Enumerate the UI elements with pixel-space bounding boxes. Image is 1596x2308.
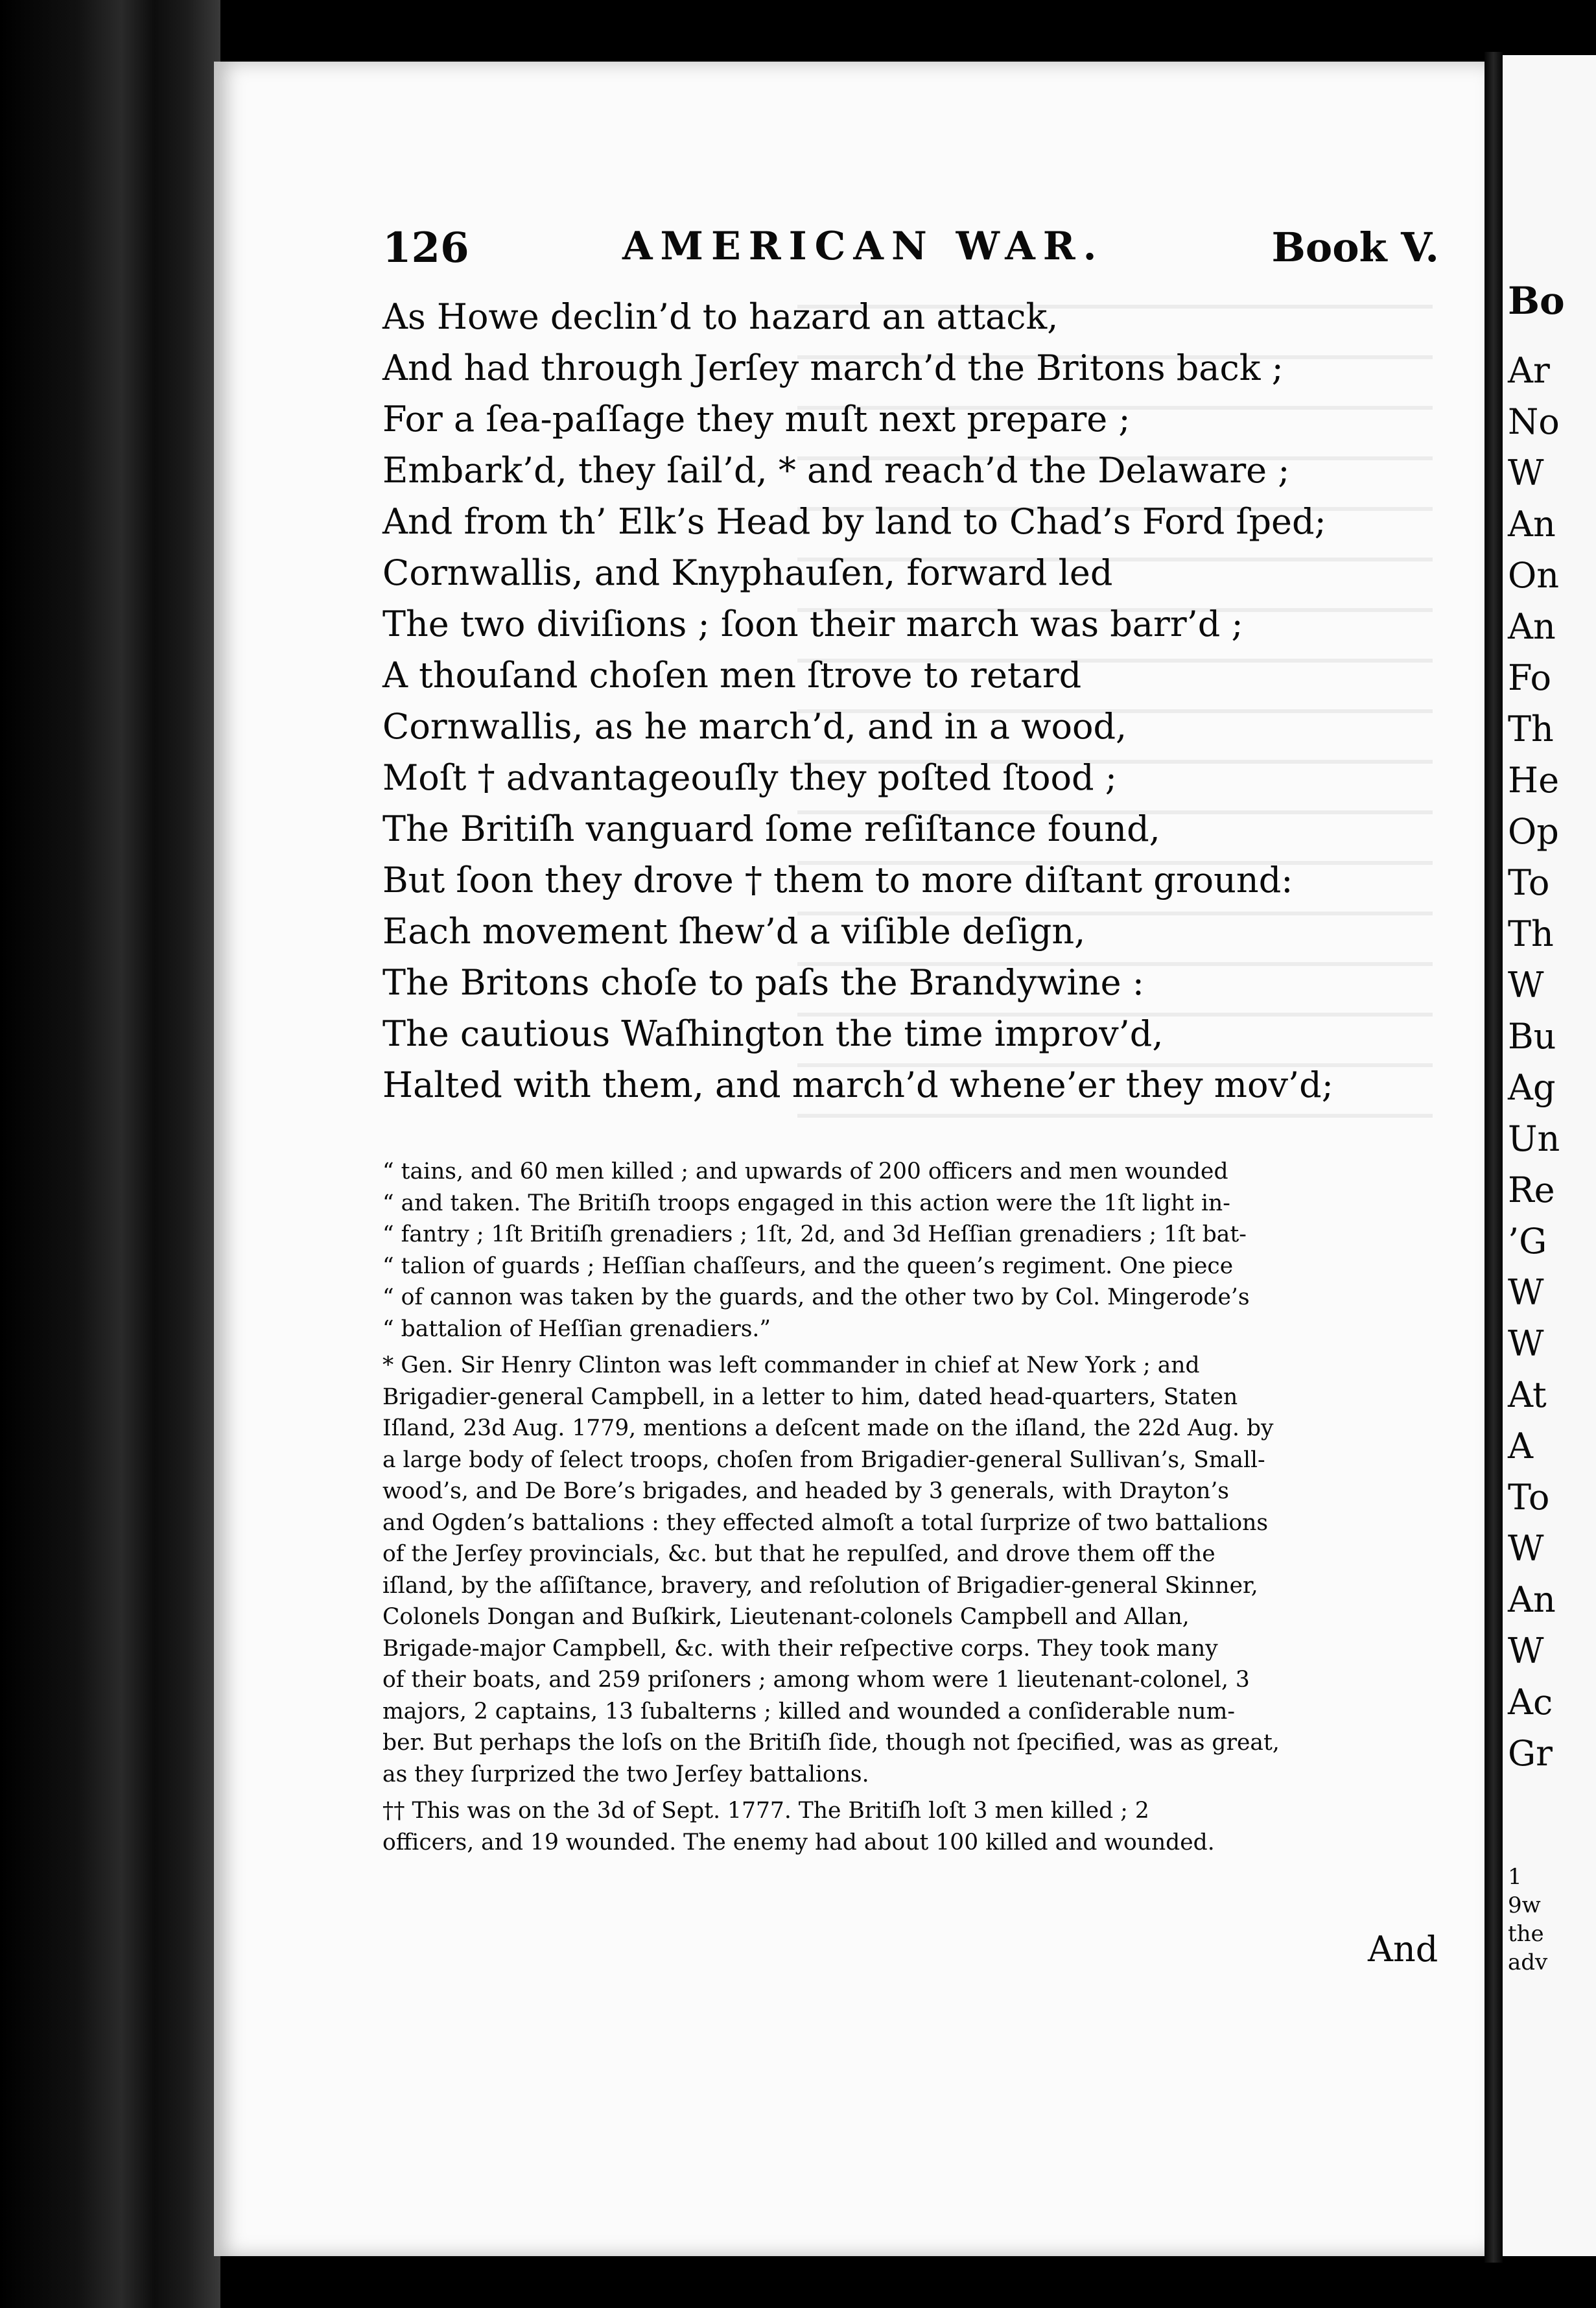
book-binding-shadow [0,0,220,2308]
facing-page-footnote-line: adv [1508,1949,1548,1975]
footnote-line: * Gen. Sir Henry Clinton was left commander in chief at New York ; and [382,1352,1200,1378]
verse-line: The Britons choſe to paſs the Brandywine : [382,962,1144,1003]
verse-line: Each movement ſhew’d a viſible deſign, [382,911,1086,952]
facing-page-line: ’G [1508,1221,1547,1262]
facing-page-line: W [1508,1323,1544,1364]
verse-line: Moſt † advantageouſly they poſted ſtood ; [382,757,1117,798]
facing-page-line: No [1508,401,1560,442]
footnote-line: “ talion of guards ; Heſſian chaſſeurs, and the queen’s regiment. One piece [382,1253,1234,1279]
verse-line: And had through Jerſey march’d the Britons back ; [382,347,1284,388]
verse-line: As Howe declin’d to hazard an attack, [382,296,1059,337]
facing-page-line: To [1508,862,1550,903]
facing-page-line: A [1508,1426,1533,1466]
footnote-line: majors, 2 captains, 13 ſubalterns ; killed and wounded a conſiderable num- [382,1698,1236,1725]
facing-page-line: Op [1508,811,1559,852]
running-head [382,224,1439,282]
footnote-line: of the Jerſey provincials, &c. but that he repulſed, and drove them off the [382,1541,1215,1567]
verse-line: Embark’d, they ſail’d, * and reach’d the Delaware ; [382,450,1290,491]
facing-page-footnote-line: 1 [1508,1864,1522,1890]
footnote-line: and Ogden’s battalions : they effected almoſt a total ſurprize of two battalions [382,1509,1269,1536]
facing-page-edge [1503,55,1596,2256]
footnote-line: Brigade-major Campbell, &c. with their reſpective corps. They took many [382,1635,1218,1662]
facing-page-line: Gr [1508,1733,1553,1774]
facing-page-line: Th [1508,709,1554,749]
page-gutter [1485,52,1503,2263]
facing-page-line: He [1508,760,1560,801]
footnote-line: officers, and 19 wounded. The enemy had about 100 killed and wounded. [382,1829,1215,1855]
facing-page-line: An [1508,606,1556,647]
book-label: Book V. [1271,224,1439,271]
facing-page-footnote-line: 9w [1508,1892,1541,1918]
facing-page-line: W [1508,453,1544,493]
footnote-line: of their boats, and 259 priſoners ; among whom were 1 lieutenant-colonel, 3 [382,1667,1250,1693]
footnote-line: Brigadier-general Campbell, in a letter to him, dated head-quarters, Staten [382,1384,1238,1410]
facing-page-line: W [1508,1272,1544,1313]
verse-line: But ſoon they drove † them to more diſtant ground: [382,860,1293,901]
facing-page-line: Un [1508,1118,1560,1159]
verse-line: The Britiſh vanguard ſome reſiſtance found, [382,808,1160,849]
facing-page-line: To [1508,1477,1550,1518]
facing-page-line: W [1508,965,1544,1006]
footnote-line: iſland, by the aſſiſtance, bravery, and reſolution of Brigadier-general Skinner, [382,1572,1258,1599]
footnote-line: “ of cannon was taken by the guards, and the other two by Col. Mingerode’s [382,1284,1250,1310]
verse-line: Halted with them, and march’d whene’er they mov’d; [382,1065,1333,1105]
footnote-line: as they ſurprized the two Jerſey battalions. [382,1761,869,1787]
verse-line: Cornwallis, as he march’d, and in a wood, [382,706,1127,747]
footnote-line: a large body of ſelect troops, choſen from Brigadier-general Sullivan’s, Small- [382,1446,1265,1473]
verse-line: A thouſand choſen men ſtrove to retard [382,655,1082,696]
facing-page-line: W [1508,1528,1544,1569]
footnote-line: “ and taken. The Britiſh troops engaged in this action were the 1ſt light in- [382,1190,1230,1216]
facing-page-line: Ag [1508,1067,1556,1108]
footnote-line: ber. But perhaps the loſs on the Britiſh ſide, though not ſpecified, was as great, [382,1730,1280,1756]
catchword: And [1368,1929,1438,1970]
verse-line: And from th’ Elk’s Head by land to Chad’s Ford ſped; [382,501,1326,542]
verse-line: The two diviſions ; ſoon their march was barr’d ; [382,604,1243,644]
facing-page-line: Fo [1508,657,1552,698]
facing-page-line: Ac [1508,1682,1553,1723]
facing-page-line: W [1508,1631,1544,1671]
facing-page-line: On [1508,555,1560,596]
facing-page-line: At [1508,1374,1547,1415]
facing-page-line: Bu [1508,1016,1556,1057]
verse-line: For a ſea-paſſage they muſt next prepare ; [382,399,1131,440]
footnote-line: “ battalion of Heſſian grenadiers.” [382,1315,771,1342]
facing-page-footnote-line: the [1508,1921,1544,1947]
facing-page-line: Th [1508,913,1554,954]
facing-page-line: An [1508,1579,1556,1620]
footnote-line: Iſland, 23d Aug. 1779, mentions a deſcent made on the iſland, the 22d Aug. by [382,1415,1274,1441]
verse-line: Cornwallis, and Knyphauſen, forward led [382,552,1113,593]
page-number: 126 [382,224,469,272]
footnote-line: Colonels Dongan and Buſkirk, Lieutenant-colonels Campbell and Allan, [382,1604,1190,1630]
facing-page-line: Re [1508,1170,1555,1210]
verse-line: The cautious Waſhington the time improv’d, [382,1013,1164,1054]
facing-page-line: Ar [1508,350,1550,391]
running-title: AMERICAN WAR. [622,224,1105,269]
footnote-line: “ tains, and 60 men killed ; and upwards of 200 officers and men wounded [382,1159,1228,1184]
facing-page-line: An [1508,504,1556,545]
facing-page-running-head: Bo [1508,279,1565,323]
footnote-line: †† This was on the 3d of Sept. 1777. The Britiſh loſt 3 men killed ; 2 [382,1798,1149,1824]
footnote-line: “ fantry ; 1ſt Britiſh grenadiers ; 1ſt, 2d, and 3d Heſſian grenadiers ; 1ſt bat- [382,1221,1247,1247]
footnote-line: wood’s, and De Bore’s brigades, and headed by 3 generals, with Drayton’s [382,1478,1229,1504]
